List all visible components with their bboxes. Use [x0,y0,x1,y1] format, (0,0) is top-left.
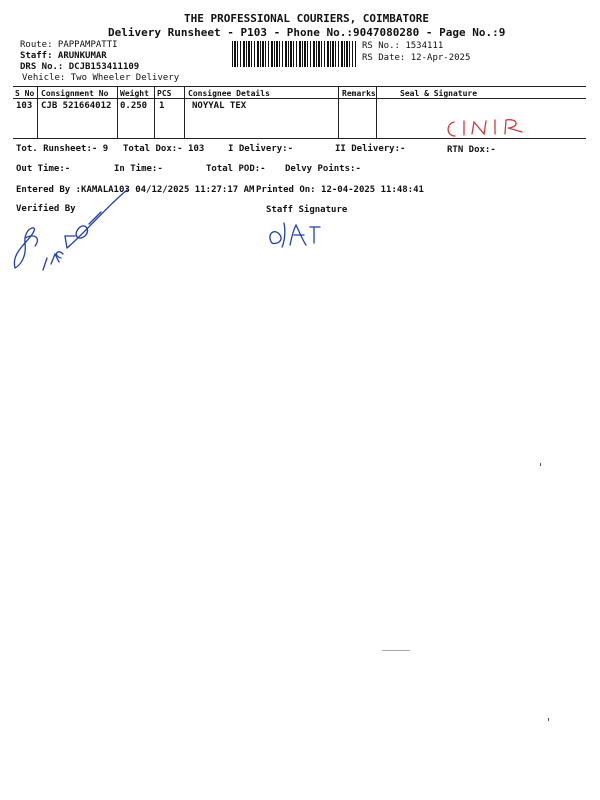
printed-on: Printed On: 12-04-2025 11:48:41 [256,185,424,195]
header-pcs: PCS [157,89,172,98]
receiver-seal-mark [440,112,550,142]
rs-date: RS Date: 12-Apr-2025 [362,53,471,63]
staff-signature-label: Staff Signature [266,205,348,215]
barcode-image [232,41,356,67]
scan-speck [382,650,410,651]
out-time: Out Time:- [16,164,71,174]
delvy-points: Delvy Points:- [285,164,361,174]
column-divider [117,86,118,138]
table-header-border [13,98,586,99]
header-remarks: Remarks [342,89,376,98]
row-consignee: NOYYAL TEX [192,101,247,111]
column-divider [376,86,377,138]
tot-runsheet: Tot. Runsheet:- 9 [16,144,109,154]
header-weight: Weight [120,89,149,98]
staff-signature [262,215,332,255]
i-delivery: I Delivery:- [228,144,294,154]
header-sno: S No [15,89,35,98]
column-divider [154,86,155,138]
entered-by: Entered By :KAMALA103 04/12/2025 11:27:17 AM [16,185,255,195]
drs-number: DRS No.: DCJB153411109 [20,62,140,72]
in-time: In Time:- [114,164,163,174]
vehicle-label: Vehicle: Two Wheeler Delivery [22,73,180,83]
total-dox: Total Dox:- 103 [123,144,205,154]
row-consignment: CJB 521664012 [41,101,112,111]
scan-speck [540,463,541,466]
runsheet-title: Delivery Runsheet - P103 - Phone No.:9047080280 - Page No.:9 [108,26,506,39]
row-pcs: 1 [159,101,165,111]
row-sno: 103 [16,101,33,111]
company-title: THE PROFESSIONAL COURIERS, COIMBATORE [184,12,430,25]
rs-number: RS No.: 1534111 [362,41,444,51]
header-consignment: Consignment No [41,89,109,98]
row-weight: 0.250 [120,101,148,111]
header-seal-signature: Seal & Signature [400,89,478,98]
column-divider [184,86,185,138]
verified-by-label: Verified By [16,204,76,214]
staff-label: Staff: ARUNKUMAR [20,51,107,61]
rtn-dox: RTN Dox:- [447,145,496,155]
ii-delivery: II Delivery:- [335,144,406,154]
total-pod: Total POD:- [206,164,266,174]
header-consignee: Consignee Details [188,89,270,98]
scan-speck [548,718,549,721]
column-divider [338,86,339,138]
route-label: Route: PAPPAMPATTI [20,40,118,50]
column-divider [37,86,38,138]
verifier-signature [5,188,135,283]
table-top-border [13,86,586,87]
